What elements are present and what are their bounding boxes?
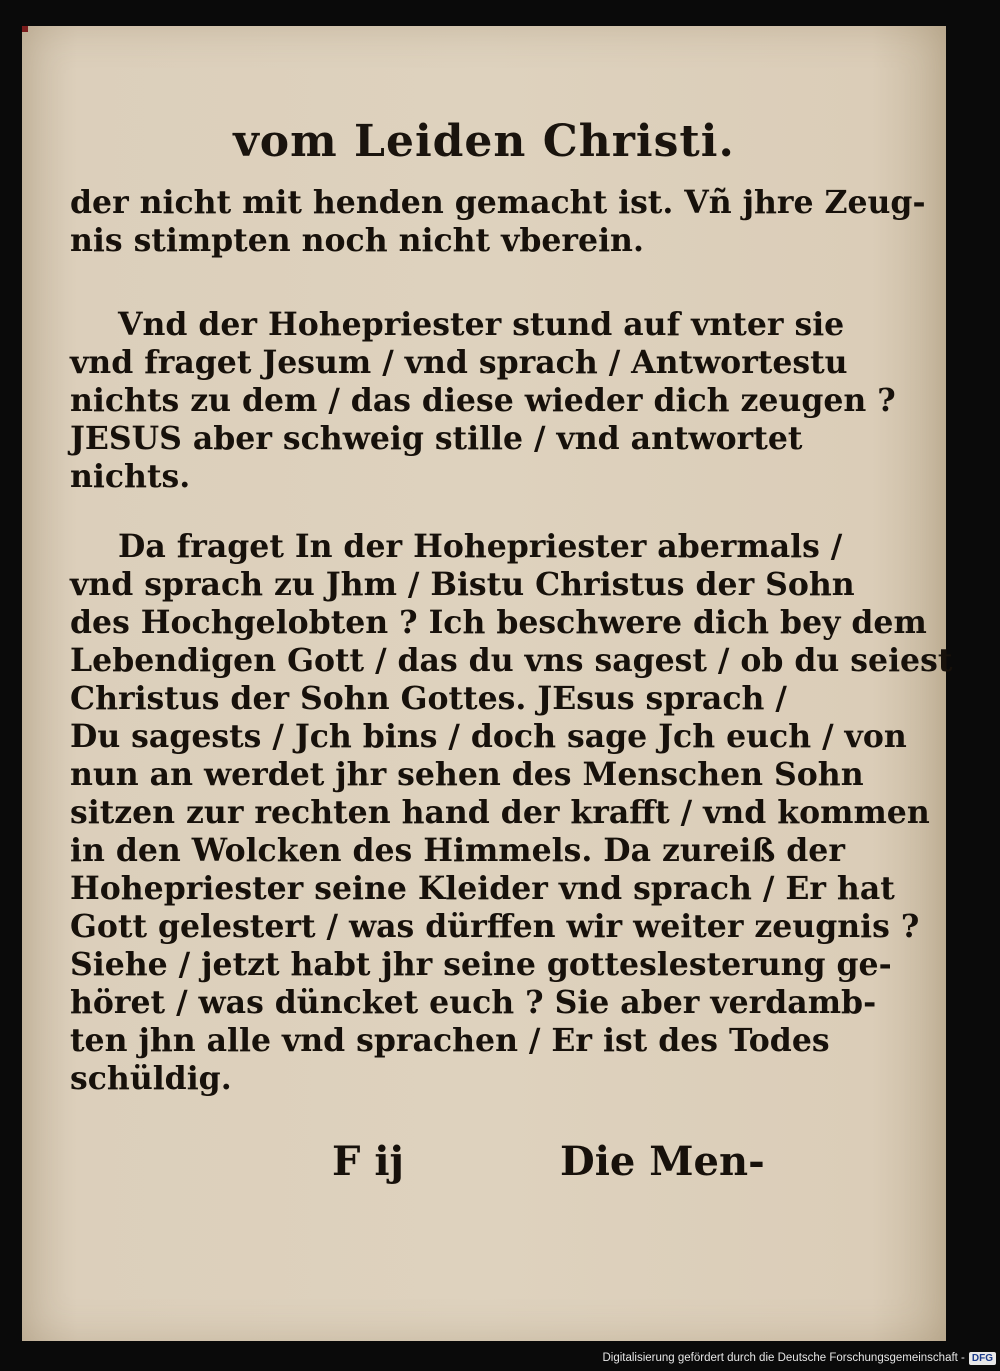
text-line: schüldig. — [70, 1060, 232, 1097]
corner-mark — [22, 26, 28, 32]
digitization-credit — [602, 1349, 996, 1367]
text-line: ten jhn alle vnd sprachen / Er ist des Todes — [70, 1022, 830, 1059]
text-line: nichts zu dem / das diese wieder dich zeugen ? — [70, 382, 896, 419]
text-line: vnd sprach zu Jhm / Bistu Christus der Sohn — [70, 566, 855, 603]
catchword: Die Men- — [560, 1138, 765, 1185]
text-line: in den Wolcken des Himmels. Da zureiß der — [70, 832, 845, 869]
text-line: höret / was düncket euch ? Sie aber verdamb- — [70, 984, 877, 1021]
text-line: Christus der Sohn Gottes. JEsus sprach / — [70, 680, 787, 717]
paragraph-2 — [70, 306, 896, 496]
text-line: vnd fraget Jesum / vnd sprach / Antwortestu — [70, 344, 848, 381]
signature-mark: F ij — [332, 1138, 404, 1185]
text-line: Du sagests / Jch bins / doch sage Jch euch / von — [70, 718, 907, 755]
text-line: der nicht mit henden gemacht ist. Vñ jhre Zeug- — [70, 184, 926, 221]
text-line: Siehe / jetzt habt jhr seine gotteslesterung ge- — [70, 946, 892, 983]
text-line: nis stimpten noch nicht vberein. — [70, 222, 644, 259]
running-header: vom Leiden Christi. — [233, 116, 735, 167]
text-line: Lebendigen Gott / das du vns sagest / ob du seiest — [70, 642, 953, 679]
text-line: sitzen zur rechten hand der krafft / vnd kommen — [70, 794, 930, 831]
text-line: Da fraget In der Hohepriester abermals / — [118, 528, 843, 565]
text-line: Gott gelestert / was dürffen wir weiter zeugnis ? — [70, 908, 920, 945]
paragraph-3 — [70, 528, 953, 1098]
text-line: nun an werdet jhr sehen des Menschen Sohn — [70, 756, 864, 793]
paragraph-1 — [70, 184, 926, 260]
text-line: JESUS aber schweig stille / vnd antwortet — [70, 420, 803, 457]
text-line: des Hochgelobten ? Ich beschwere dich bey dem — [70, 604, 927, 641]
page-foot — [22, 1138, 946, 1188]
dfg-logo-icon: DFG — [969, 1352, 996, 1365]
text-line: Hohepriester seine Kleider vnd sprach / Er hat — [70, 870, 895, 907]
book-page — [22, 26, 953, 1341]
text-line: Vnd der Hohepriester stund auf vnter sie — [118, 306, 845, 343]
credit-text: Digitalisierung gefördert durch die Deutsche Forschungsgemeinschaft - — [602, 1352, 965, 1364]
text-line: nichts. — [70, 458, 191, 495]
